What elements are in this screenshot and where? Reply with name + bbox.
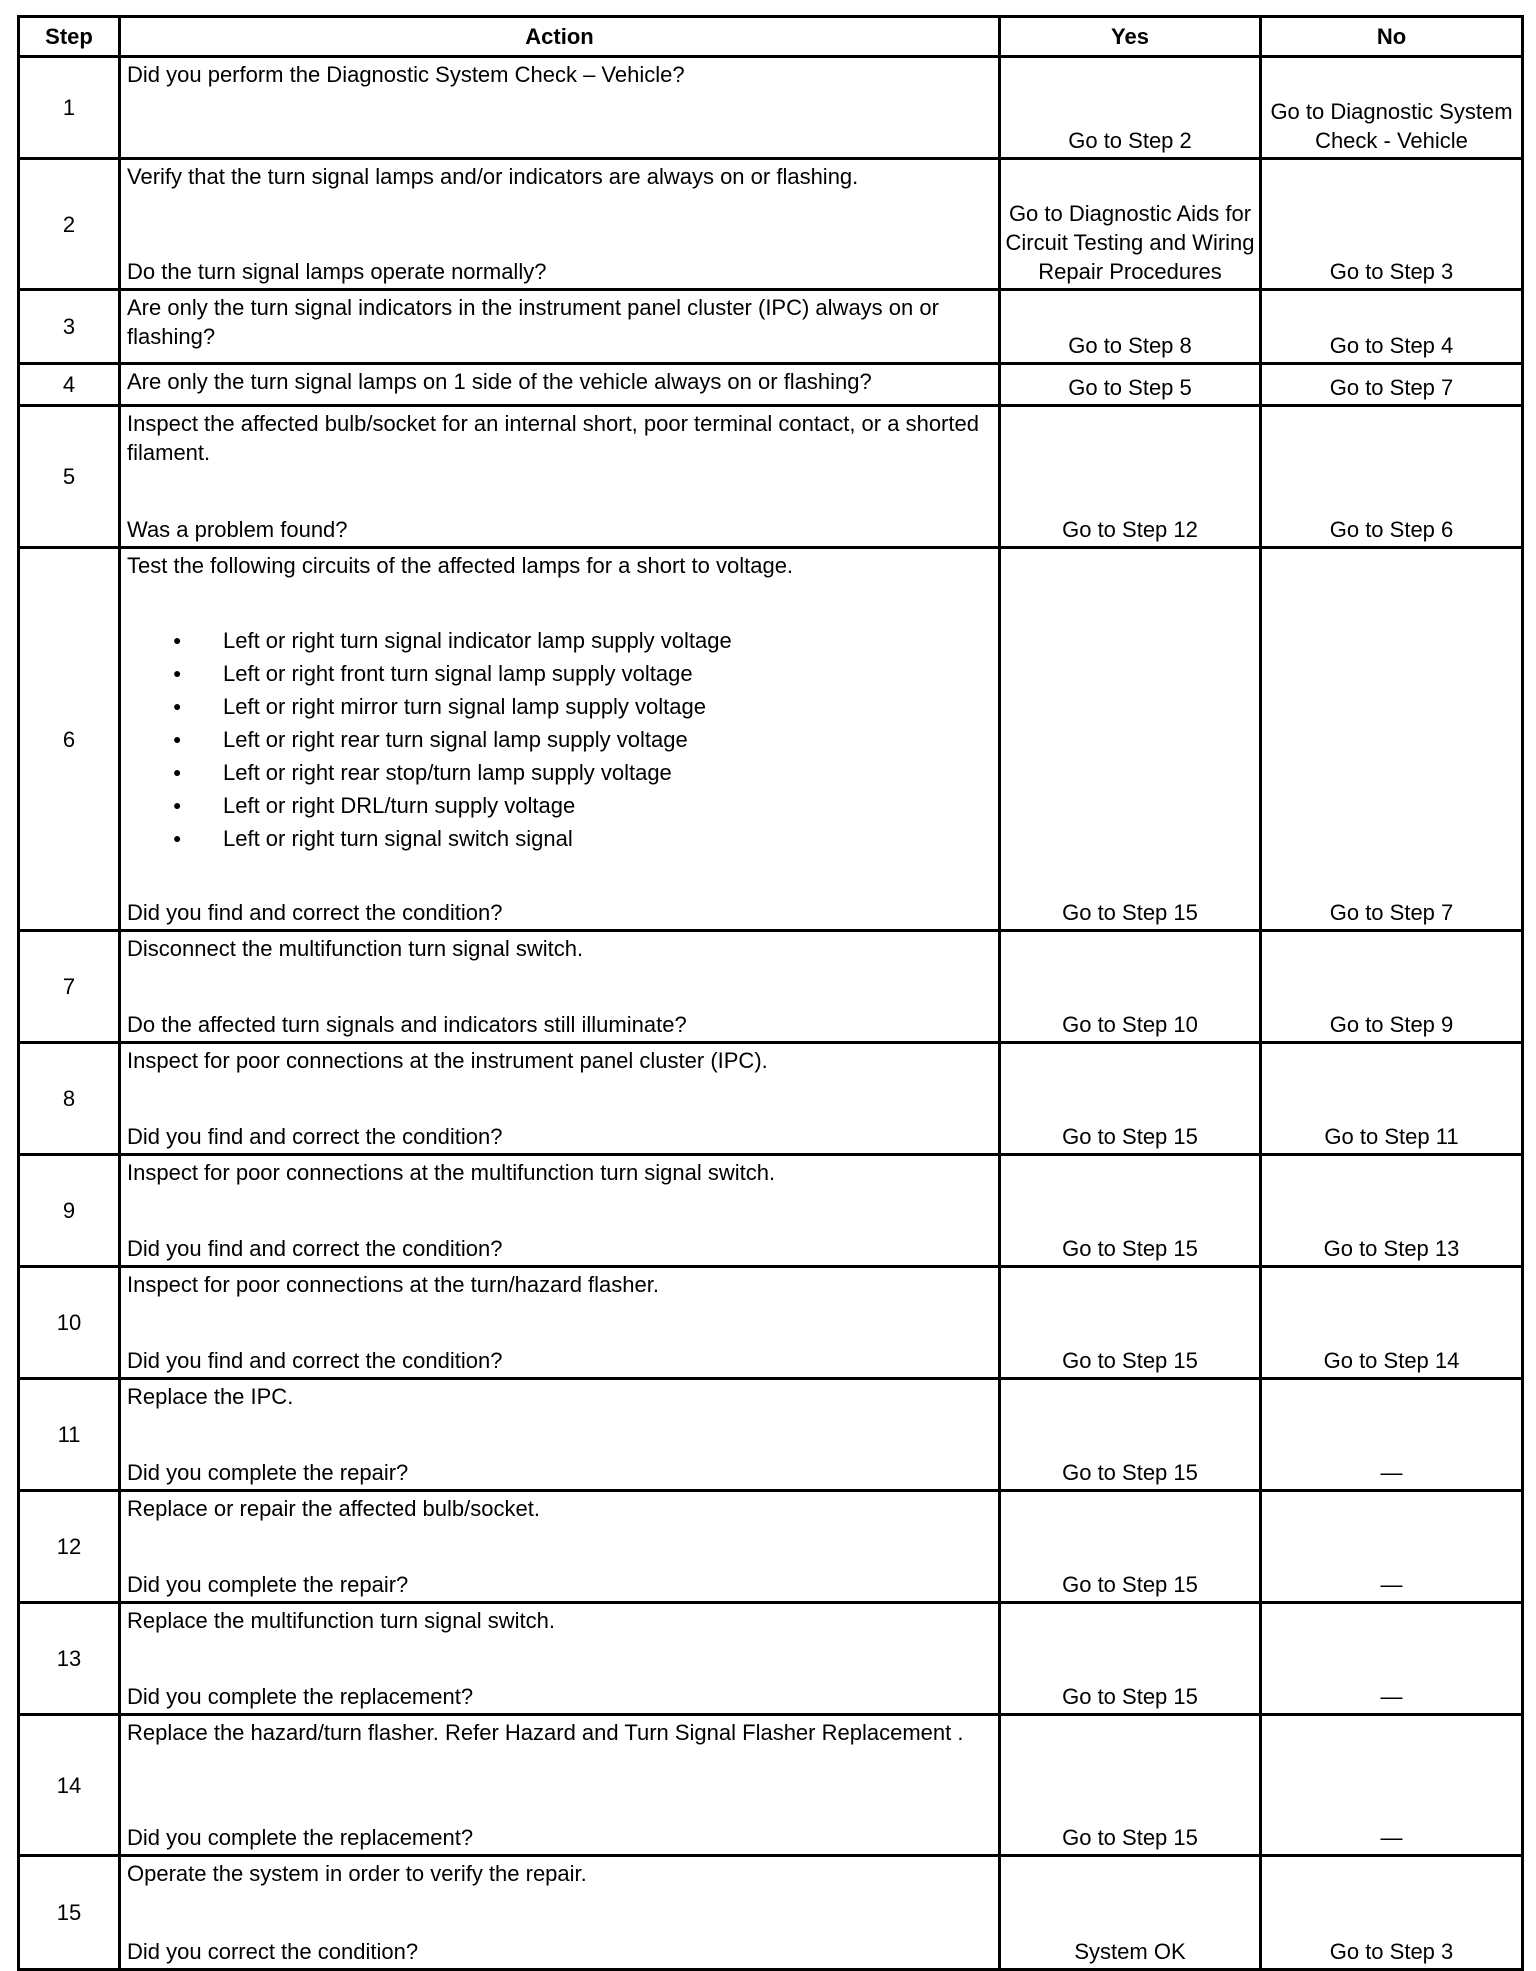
- table-row: [19, 548, 1523, 931]
- action-text: Inspect for poor connections at the turn/hazard flasher.: [127, 1272, 659, 1297]
- table-row: [19, 1715, 1523, 1856]
- action-text: Are only the turn signal indicators in the instrument panel cluster (IPC) always on or flashing?: [127, 295, 939, 349]
- no-result: Go to Step 11: [1261, 1043, 1523, 1155]
- action-cell: [120, 159, 1000, 290]
- action-cell: [120, 1491, 1000, 1603]
- action-cell: [120, 1155, 1000, 1267]
- step-number: 1: [19, 57, 120, 159]
- header-no: No: [1261, 17, 1523, 57]
- action-question: Did you find and correct the condition?: [127, 1348, 503, 1373]
- yes-result: Go to Step 15: [1000, 1603, 1261, 1715]
- action-question: Did you correct the condition?: [127, 1939, 419, 1964]
- no-result: Go to Step 3: [1261, 1856, 1523, 1970]
- header-action: Action: [120, 17, 1000, 57]
- no-result: —: [1261, 1603, 1523, 1715]
- no-result: —: [1261, 1491, 1523, 1603]
- circuit-list-item: ● Left or right turn signal indicator lamp supply voltage: [223, 624, 992, 657]
- yes-result: Go to Step 15: [1000, 1379, 1261, 1491]
- action-question: Did you find and correct the condition?: [127, 1236, 503, 1261]
- action-cell: [120, 1379, 1000, 1491]
- action-text: Disconnect the multifunction turn signal switch.: [127, 936, 584, 961]
- step-number: 14: [19, 1715, 120, 1856]
- yes-result: Go to Step 15: [1000, 1715, 1261, 1856]
- header-yes: Yes: [1000, 17, 1261, 57]
- header-row: [19, 17, 1523, 57]
- table-row: [19, 159, 1523, 290]
- yes-result: Go to Step 15: [1000, 548, 1261, 931]
- table-row: [19, 57, 1523, 159]
- table-row: [19, 290, 1523, 364]
- no-result: Go to Step 4: [1261, 290, 1523, 364]
- table-row: [19, 1267, 1523, 1379]
- action-cell: [120, 364, 1000, 406]
- no-result: Go to Diagnostic System Check - Vehicle: [1261, 57, 1523, 159]
- table-row: [19, 1379, 1523, 1491]
- action-text: Operate the system in order to verify the repair.: [127, 1861, 587, 1886]
- action-question: Do the affected turn signals and indicators still illuminate?: [127, 1012, 687, 1037]
- action-question: Did you complete the repair?: [127, 1572, 409, 1597]
- step-number: 5: [19, 406, 120, 548]
- action-text: Replace or repair the affected bulb/socket.: [127, 1496, 540, 1521]
- circuit-list-item: ● Left or right mirror turn signal lamp supply voltage: [223, 690, 992, 723]
- action-question: Did you complete the replacement?: [127, 1825, 474, 1850]
- action-text: Inspect for poor connections at the instrument panel cluster (IPC).: [127, 1048, 768, 1073]
- no-result: Go to Step 7: [1261, 548, 1523, 931]
- action-text: Replace the hazard/turn flasher. Refer Hazard and Turn Signal Flasher Replacement .: [127, 1720, 964, 1745]
- action-cell: [120, 1267, 1000, 1379]
- yes-result: Go to Step 8: [1000, 290, 1261, 364]
- table-row: [19, 1603, 1523, 1715]
- action-cell: [120, 1715, 1000, 1856]
- no-result: Go to Step 9: [1261, 931, 1523, 1043]
- table-row: [19, 1856, 1523, 1970]
- circuit-list: [127, 624, 992, 855]
- table-row: [19, 364, 1523, 406]
- step-number: 3: [19, 290, 120, 364]
- step-number: 2: [19, 159, 120, 290]
- action-text: Did you perform the Diagnostic System Check – Vehicle?: [127, 62, 685, 87]
- action-text: Test the following circuits of the affected lamps for a short to voltage.: [127, 553, 794, 578]
- yes-result: Go to Step 5: [1000, 364, 1261, 406]
- circuit-list-item: ● Left or right turn signal switch signal: [223, 822, 992, 855]
- circuit-list-item: ● Left or right rear stop/turn lamp supply voltage: [223, 756, 992, 789]
- no-result: —: [1261, 1379, 1523, 1491]
- action-text: Inspect the affected bulb/socket for an internal short, poor terminal contact, or a shorted filament.: [127, 411, 979, 465]
- action-cell: [120, 1856, 1000, 1970]
- step-number: 4: [19, 364, 120, 406]
- no-result: Go to Step 14: [1261, 1267, 1523, 1379]
- yes-result: Go to Diagnostic Aids for Circuit Testing and Wiring Repair Procedures: [1000, 159, 1261, 290]
- action-text: Replace the multifunction turn signal switch.: [127, 1608, 555, 1633]
- step-number: 10: [19, 1267, 120, 1379]
- yes-result: System OK: [1000, 1856, 1261, 1970]
- no-result: Go to Step 6: [1261, 406, 1523, 548]
- action-question: Do the turn signal lamps operate normally?: [127, 259, 547, 284]
- action-cell: [120, 406, 1000, 548]
- diagnostic-table: [17, 15, 1524, 1971]
- step-number: 11: [19, 1379, 120, 1491]
- no-result: Go to Step 3: [1261, 159, 1523, 290]
- step-number: 15: [19, 1856, 120, 1970]
- header-step: Step: [19, 17, 120, 57]
- yes-result: Go to Step 15: [1000, 1267, 1261, 1379]
- table-row: [19, 931, 1523, 1043]
- action-question: Did you find and correct the condition?: [127, 900, 503, 925]
- step-number: 6: [19, 548, 120, 931]
- yes-result: Go to Step 10: [1000, 931, 1261, 1043]
- action-text: Are only the turn signal lamps on 1 side of the vehicle always on or flashing?: [127, 369, 872, 394]
- yes-result: Go to Step 15: [1000, 1043, 1261, 1155]
- no-result: Go to Step 7: [1261, 364, 1523, 406]
- action-cell: [120, 1043, 1000, 1155]
- action-text: Inspect for poor connections at the multifunction turn signal switch.: [127, 1160, 776, 1185]
- yes-result: Go to Step 15: [1000, 1155, 1261, 1267]
- action-question: Did you complete the repair?: [127, 1460, 409, 1485]
- step-number: 9: [19, 1155, 120, 1267]
- action-cell: [120, 931, 1000, 1043]
- no-result: Go to Step 13: [1261, 1155, 1523, 1267]
- step-number: 12: [19, 1491, 120, 1603]
- step-number: 8: [19, 1043, 120, 1155]
- action-question: Was a problem found?: [127, 517, 348, 542]
- table-row: [19, 1043, 1523, 1155]
- step-number: 13: [19, 1603, 120, 1715]
- action-cell: [120, 57, 1000, 159]
- action-question: Did you complete the replacement?: [127, 1684, 474, 1709]
- yes-result: Go to Step 12: [1000, 406, 1261, 548]
- no-result: —: [1261, 1715, 1523, 1856]
- circuit-list-item: ● Left or right rear turn signal lamp supply voltage: [223, 723, 992, 756]
- action-question: Did you find and correct the condition?: [127, 1124, 503, 1149]
- step-number: 7: [19, 931, 120, 1043]
- table-row: [19, 1491, 1523, 1603]
- action-text: Replace the IPC.: [127, 1384, 294, 1409]
- yes-result: Go to Step 2: [1000, 57, 1261, 159]
- action-cell: [120, 290, 1000, 364]
- table-row: [19, 1155, 1523, 1267]
- table-row: [19, 406, 1523, 548]
- circuit-list-item: ● Left or right DRL/turn supply voltage: [223, 789, 992, 822]
- action-text: Verify that the turn signal lamps and/or indicators are always on or flashing.: [127, 164, 859, 189]
- action-cell: [120, 1603, 1000, 1715]
- circuit-list-item: ● Left or right front turn signal lamp supply voltage: [223, 657, 992, 690]
- yes-result: Go to Step 15: [1000, 1491, 1261, 1603]
- action-cell: [120, 548, 1000, 931]
